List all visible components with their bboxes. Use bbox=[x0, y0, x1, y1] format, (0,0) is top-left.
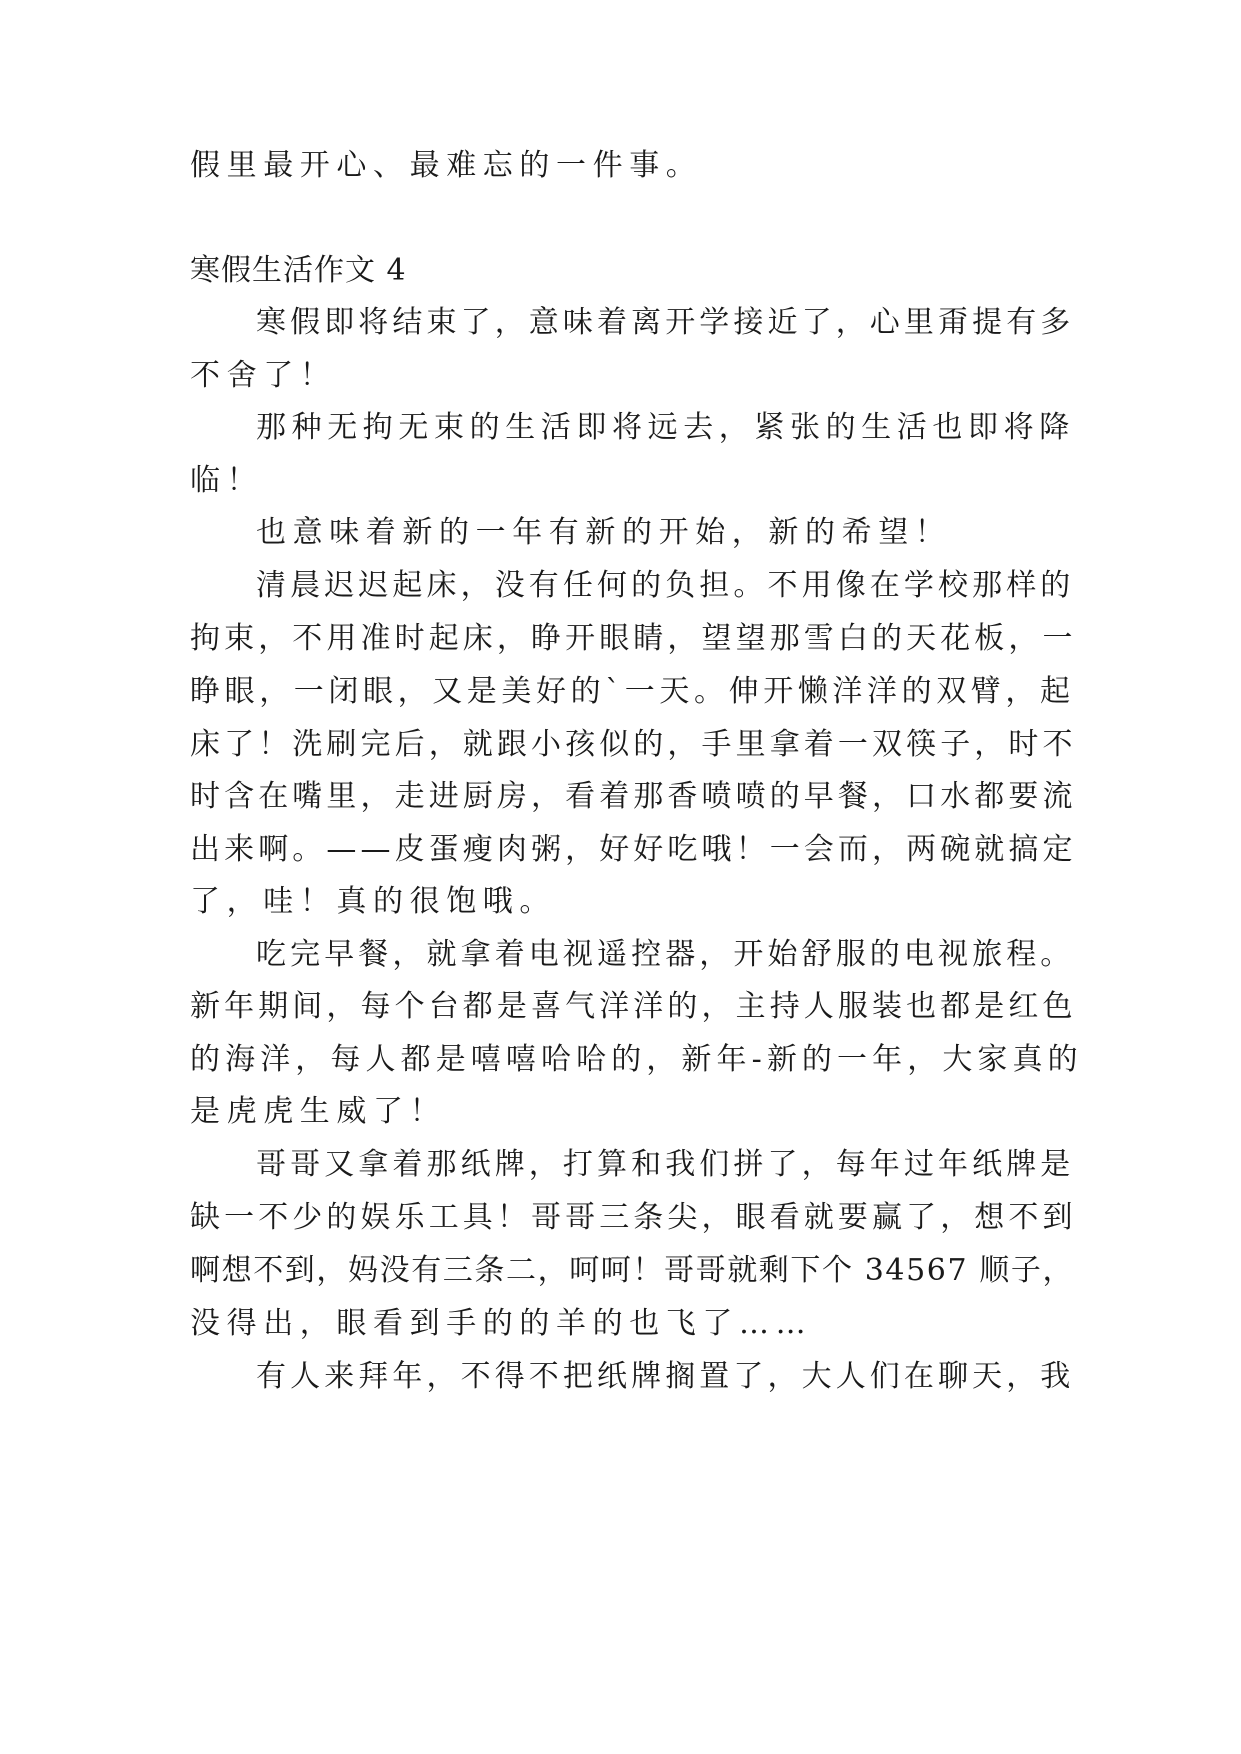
section-heading: 寒假生活作文 4 bbox=[190, 253, 407, 288]
paragraph-line: 假里最开心、最难忘的一件事。 bbox=[190, 148, 703, 183]
paragraph-line: 新年期间，每个台都是喜气洋洋的，主持人服装也都是红色 bbox=[190, 989, 1077, 1024]
paragraph-line: 有人来拜年，不得不把纸牌搁置了，大人们在聊天，我 bbox=[256, 1359, 1075, 1394]
paragraph-line: 了，哇！真的很饱哦。 bbox=[190, 884, 556, 919]
paragraph-line: 床了！洗刷完后，就跟小孩似的，手里拿着一双筷子，时不 bbox=[190, 727, 1077, 762]
paragraph-line: 不舍了！ bbox=[190, 358, 337, 393]
paragraph-line: 临！ bbox=[190, 463, 264, 498]
paragraph-line: 睁眼，一闭眼，又是美好的`一天。伸开懒洋洋的双臂，起 bbox=[190, 674, 1075, 709]
paragraph-line: 寒假即将结束了，意味着离开学接近了，心里甭提有多 bbox=[256, 305, 1075, 340]
paragraph-line: 拘束，不用准时起床，睁开眼睛，望望那雪白的天花板，一 bbox=[190, 621, 1077, 656]
paragraph-line: 清晨迟迟起床，没有任何的负担。不用像在学校那样的 bbox=[256, 568, 1075, 603]
paragraph-line: 那种无拘无束的生活即将远去，紧张的生活也即将降 bbox=[256, 410, 1075, 445]
paragraph-line: 的海洋，每人都是嘻嘻哈哈的，新年-新的一年，大家真的 bbox=[190, 1042, 1083, 1077]
paragraph-line: 也意味着新的一年有新的开始，新的希望！ bbox=[256, 515, 952, 550]
paragraph-line: 哥哥又拿着那纸牌，打算和我们拼了，每年过年纸牌是 bbox=[256, 1147, 1075, 1182]
paragraph-line: 没得出，眼看到手的的羊的也飞了…… bbox=[190, 1306, 813, 1341]
paragraph-line: 时含在嘴里，走进厨房，看着那香喷喷的早餐，口水都要流 bbox=[190, 779, 1077, 814]
paragraph-line: 是虎虎生威了！ bbox=[190, 1094, 447, 1129]
paragraph-line: 啊想不到，妈没有三条二，呵呵！哥哥就剩下个 34567 顺子， bbox=[190, 1253, 1075, 1288]
paragraph-line: 出来啊。——皮蛋瘦肉粥，好好吃哦！一会而，两碗就搞定 bbox=[190, 832, 1077, 867]
paragraph-line: 吃完早餐，就拿着电视遥控器，开始舒服的电视旅程。 bbox=[256, 937, 1075, 972]
paragraph-line: 缺一不少的娱乐工具！哥哥三条尖，眼看就要赢了，想不到 bbox=[190, 1200, 1077, 1235]
